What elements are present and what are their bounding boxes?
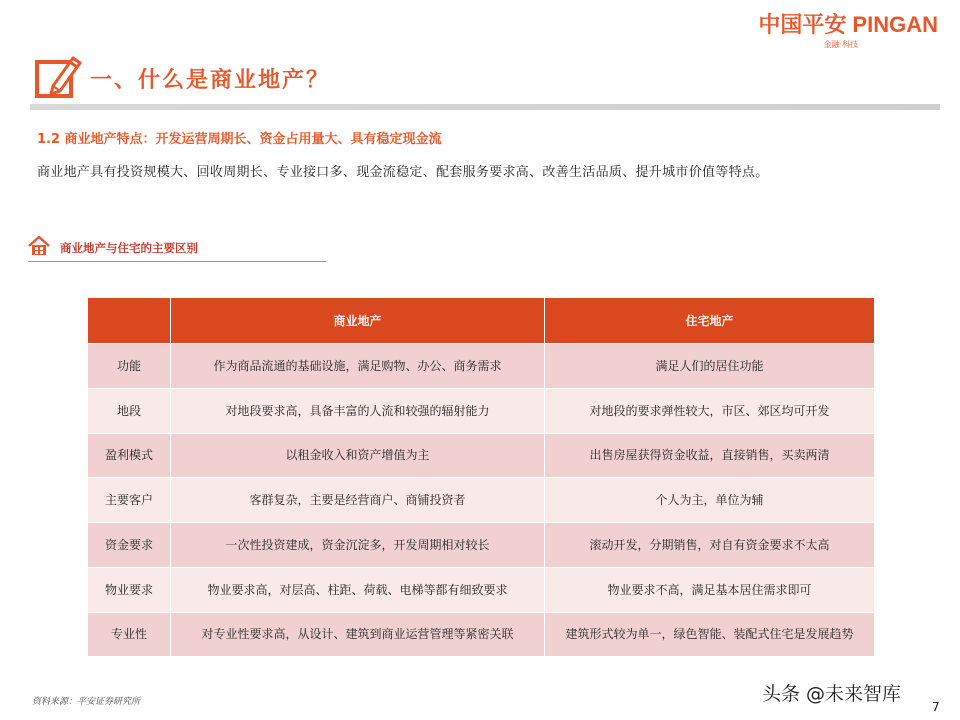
comparison-table (87, 297, 875, 657)
subsection-divider (28, 261, 326, 262)
residential-cell: 物业要求不高，满足基本居住需求即可 (545, 568, 875, 613)
residential-cell: 出售房屋获得资金收益，直接销售，买卖两清 (545, 434, 875, 478)
row-label: 专业性 (88, 613, 171, 657)
table-header-row (88, 298, 875, 344)
house-icon (28, 236, 50, 256)
watermark: 头条 @未来智库 (762, 683, 902, 705)
logo-text: 中国平安 PINGAN (758, 12, 938, 37)
logo-subtitle: 金融·科技 (823, 40, 858, 49)
residential-cell: 满足人们的居住功能 (545, 344, 875, 389)
row-label: 物业要求 (88, 568, 171, 613)
commercial-cell: 物业要求高，对层高、柱距、荷载、电梯等都有细致要求 (171, 568, 545, 613)
header-residential: 住宅地产 (545, 298, 875, 344)
header-empty-cell (88, 298, 171, 344)
residential-cell: 建筑形式较为单一，绿色智能、装配式住宅是发展趋势 (545, 613, 875, 657)
residential-cell: 个人为主，单位为辅 (545, 478, 875, 523)
title-divider (30, 104, 940, 110)
commercial-cell: 客群复杂，主要是经营商户、商铺投资者 (171, 478, 545, 523)
table-row (88, 434, 875, 478)
table-row (88, 478, 875, 523)
table-row (88, 523, 875, 568)
table-row (88, 613, 875, 657)
page-title: 一、什么是商业地产？ (90, 67, 331, 93)
table-row (88, 389, 875, 434)
row-label: 盈利模式 (88, 434, 171, 478)
page-number: 7 (932, 700, 940, 714)
commercial-cell: 对专业性要求高，从设计、建筑到商业运营管理等紧密关联 (171, 613, 545, 657)
header-commercial: 商业地产 (171, 298, 545, 344)
commercial-cell: 以租金收入和资产增值为主 (171, 434, 545, 478)
source-note: 资料来源：平安证券研究所 (32, 697, 141, 707)
row-label: 资金要求 (88, 523, 171, 568)
commercial-cell: 作为商品流通的基础设施，满足购物、办公、商务需求 (171, 344, 545, 389)
row-label: 主要客户 (88, 478, 171, 523)
commercial-cell: 一次性投资建成，资金沉淀多，开发周期相对较长 (171, 523, 545, 568)
section-description: 商业地产具有投资规模大、回收周期长、专业接口多、现金流稳定、配套服务要求高、改善生活品质、提升城市价值等特点。 (37, 165, 769, 180)
residential-cell: 对地段的要求弹性较大，市区、郊区均可开发 (545, 389, 875, 434)
commercial-cell: 对地段要求高，具备丰富的人流和较强的辐射能力 (171, 389, 545, 434)
pencil-in-box-icon (33, 52, 83, 102)
table-row (88, 344, 875, 389)
table-row (88, 568, 875, 613)
subsection-title: 商业地产与住宅的主要区别 (60, 241, 198, 255)
section-heading: 1.2 商业地产特点：开发运营周期长、资金占用量大、具有稳定现金流 (37, 132, 442, 147)
pingan-logo (758, 12, 938, 50)
row-label: 功能 (88, 344, 171, 389)
row-label: 地段 (88, 389, 171, 434)
residential-cell: 滚动开发，分期销售，对自有资金要求不太高 (545, 523, 875, 568)
